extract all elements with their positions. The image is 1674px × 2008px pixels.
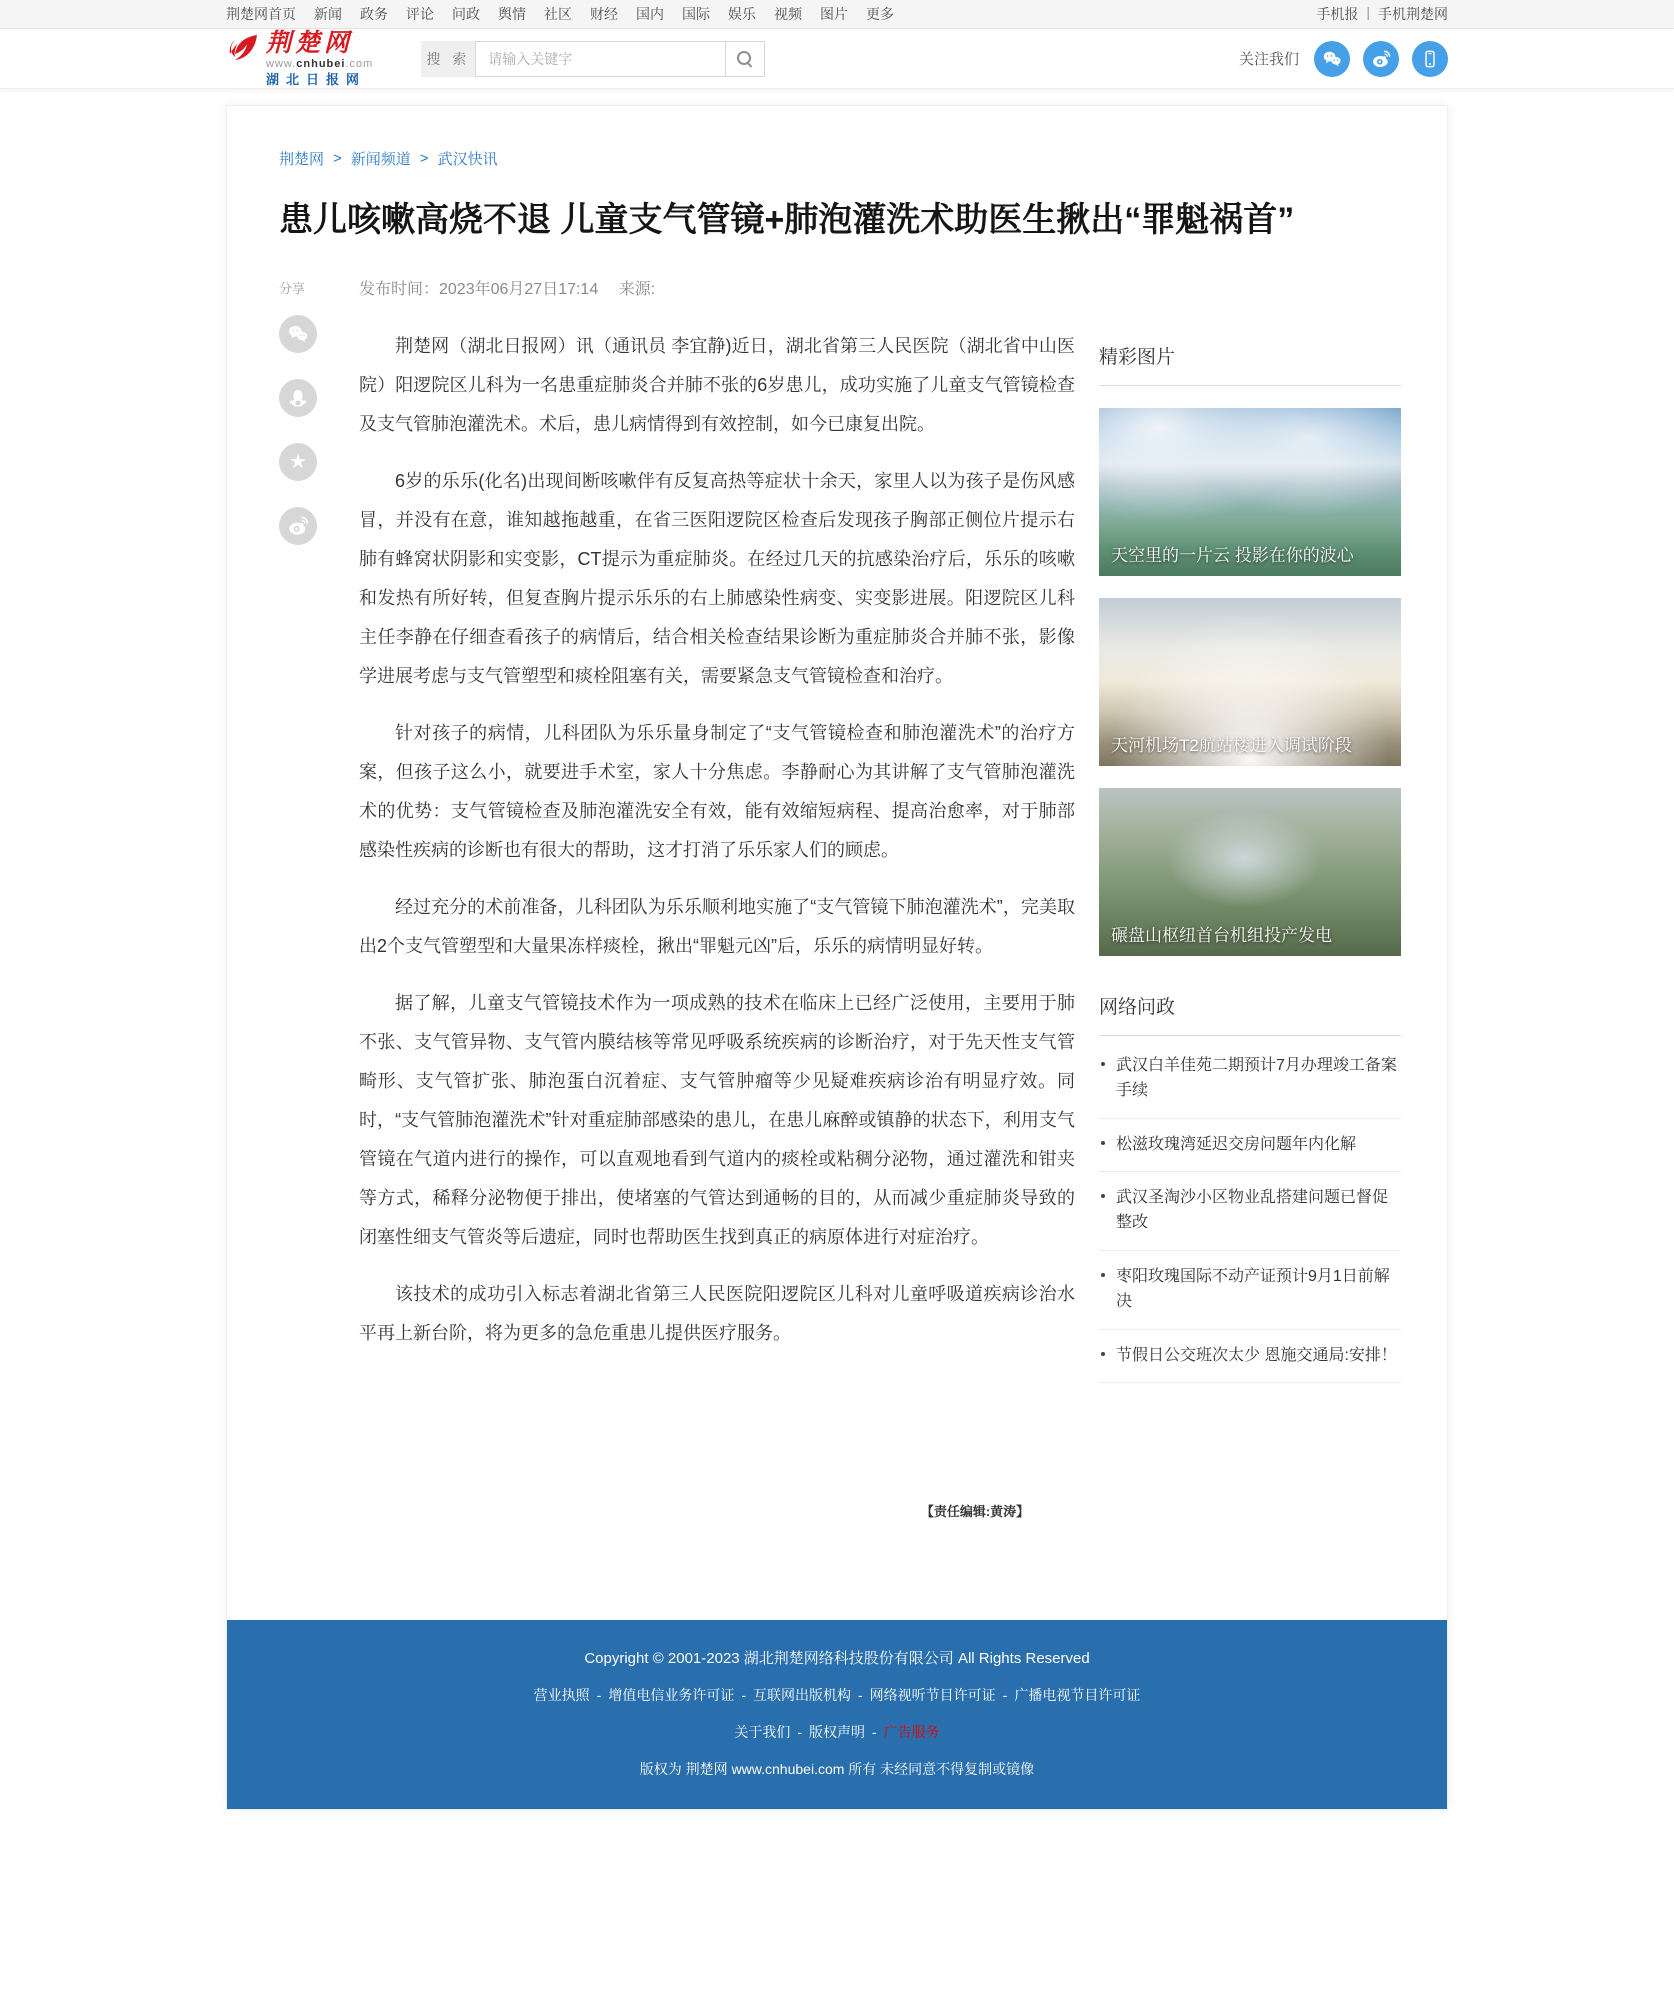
- logo-wing-icon: [226, 33, 260, 70]
- top-nav: [226, 4, 894, 24]
- qa-section: [1099, 992, 1401, 1383]
- top-right-separator: |: [1366, 4, 1370, 20]
- search-label-button[interactable]: 搜 索: [421, 41, 475, 77]
- top-nav-video[interactable]: 视频: [774, 6, 802, 22]
- logo-subtitle: 湖北日报网: [266, 72, 367, 87]
- gallery-item-dam-project[interactable]: [1099, 788, 1401, 956]
- top-nav-international[interactable]: 国际: [682, 6, 710, 22]
- footer-statement: 版权为 荆楚网 www.cnhubei.com 所有 未经同意不得复制或镜像: [639, 1761, 1035, 1778]
- top-nav-more[interactable]: 更多: [866, 6, 894, 22]
- sidebar: [1099, 342, 1401, 1383]
- share-qq-icon[interactable]: [279, 379, 317, 417]
- footer-separator: -: [1002, 1687, 1008, 1704]
- footer-about-link[interactable]: 关于我们: [734, 1724, 791, 1741]
- article-title: 患儿咳嗽高烧不退 儿童支气管镜+肺泡灌洗术助医生揪出“罪魁祸首”: [279, 201, 1295, 239]
- weibo-icon[interactable]: [1363, 41, 1399, 77]
- footer-separator: -: [872, 1724, 877, 1741]
- top-right-links: [1316, 4, 1448, 24]
- footer-license-broadcast[interactable]: 广播电视节目许可证: [1014, 1687, 1141, 1704]
- share-wechat-icon[interactable]: [279, 315, 317, 353]
- gallery-caption: 碾盘山枢纽首台机组投产发电: [1111, 926, 1332, 945]
- search-submit-button[interactable]: [725, 41, 765, 77]
- qa-list-item[interactable]: 松滋玫瑰湾延迟交房问题年内化解: [1099, 1119, 1401, 1173]
- share-weibo-icon[interactable]: [279, 507, 317, 545]
- footer-separator: -: [741, 1687, 746, 1704]
- breadcrumb-wuhan-express[interactable]: 武汉快讯: [437, 151, 498, 168]
- article-paragraph: 针对孩子的病情，儿科团队为乐乐量身制定了“支气管镜检查和肺泡灌洗术”的治疗方案，但孩子这么小，就要进手术室，家人十分焦虑。李静耐心为其讲解了支气管肺泡灌洗术的优势：支气管镜检查及肺泡灌洗安全有效，能有效缩短病程、提高治愈率，对于肺部感染性疾病的诊断也有很大的帮助，这才打消了乐乐家人们的顾虑。: [359, 723, 1075, 860]
- footer-copyright-statement-link[interactable]: 版权声明: [809, 1724, 865, 1741]
- top-nav-pictures[interactable]: 图片: [820, 6, 848, 22]
- footer-licenses: [227, 1685, 1447, 1705]
- gallery-caption: 天空里的一片云 投影在你的波心: [1111, 546, 1354, 565]
- gallery-caption: 天河机场T2航站楼进入调试阶段: [1111, 736, 1352, 755]
- top-nav-gov[interactable]: 政务: [360, 6, 388, 22]
- footer-ad-service-link[interactable]: 广告服务: [883, 1724, 940, 1741]
- footer-copyright: Copyright © 2001-2023 湖北荆楚网络科技股份有限公司 All Rights Reserved: [584, 1650, 1090, 1668]
- article-column: [359, 276, 1075, 1383]
- top-nav-askgov[interactable]: 问政: [452, 6, 480, 22]
- logo-url: www.cnhubei.com: [266, 58, 374, 70]
- breadcrumb-home[interactable]: 荆楚网: [279, 151, 325, 168]
- mobile-site-link[interactable]: 手机荆楚网: [1378, 6, 1448, 22]
- site-logo[interactable]: [226, 31, 373, 86]
- logo-text: [266, 31, 373, 86]
- footer-license-audiovisual[interactable]: 网络视听节目许可证: [869, 1687, 996, 1704]
- wechat-icon[interactable]: [1314, 41, 1350, 77]
- article-paragraph: 6岁的乐乐(化名)出现间断咳嗽伴有反复高热等症状十余天，家里人以为孩子是伤风感冒，并没有在意，谁知越拖越重，在省三医阳逻院区检查后发现孩子胸部正侧位片提示右肺有蜂窝状阴影和实变影，CT提示为重症肺炎。在经过几天的抗感染治疗后，乐乐的咳嗽和发热有所好转，但复查胸片提示乐乐的右上肺感染性病变、实变影进展。阳逻院区儿科主任李静在仔细查看孩子的病情后，结合相关检查结果诊断为重症肺炎合并肺不张，影像学进展考虑与支气管塑型和痰栓阻塞有关，需要紧急支气管镜检查和治疗。: [359, 471, 1075, 686]
- footer-separator: -: [858, 1687, 863, 1704]
- article-body: [359, 327, 1075, 1353]
- follow-us-label: 关注我们: [1238, 51, 1299, 68]
- top-nav-opinion[interactable]: 舆情: [498, 6, 526, 22]
- article-paragraph: 据了解，儿童支气管镜技术作为一项成熟的技术在临床上已经广泛使用，主要用于肺不张、支气管异物、支气管内膜结核等常见呼吸系统疾病的诊断治疗，对于先天性支气管畸形、支气管扩张、肺泡蛋白沉着症、支气管肿瘤等少见疑难疾病诊治有明显疗效。同时，“支气管肺泡灌洗术”针对重症肺部感染的患儿，在患儿麻醉或镇静的状态下，利用支气管镜在气道内进行的操作，可以直观地看到气道内的痰栓或粘稠分泌物，通过灌洗和钳夹等方式，稀释分泌物便于排出，使堵塞的气管达到通畅的目的，从而减少重症肺炎导致的闭塞性细支气管炎等后遗症，同时也帮助医生找到真正的病原体进行对症治疗。: [359, 993, 1075, 1247]
- top-nav-home[interactable]: 荆楚网首页: [226, 6, 296, 22]
- gallery-section-title: 精彩图片: [1099, 342, 1401, 386]
- breadcrumb: [279, 148, 1391, 169]
- logo-site-name: 荆楚网: [266, 29, 354, 57]
- gallery-item-sky-lake[interactable]: [1099, 408, 1401, 576]
- share-qzone-icon[interactable]: [279, 443, 317, 481]
- site-header: [0, 29, 1674, 89]
- source-label: 来源:: [618, 281, 656, 298]
- site-footer: [227, 1620, 1447, 1809]
- share-label: 分享: [279, 281, 306, 296]
- top-nav-finance[interactable]: 财经: [590, 6, 618, 22]
- mobile-icon[interactable]: [1412, 41, 1448, 77]
- top-nav-comment[interactable]: 评论: [406, 6, 434, 22]
- search-input[interactable]: [475, 41, 725, 77]
- gallery-item-airport-terminal[interactable]: [1099, 598, 1401, 766]
- breadcrumb-separator: >: [419, 150, 429, 167]
- top-nav-community[interactable]: 社区: [544, 6, 572, 22]
- breadcrumb-separator: >: [333, 150, 342, 167]
- qa-list-item[interactable]: 枣阳玫瑰国际不动产证预计9月1日前解决: [1099, 1251, 1401, 1330]
- qa-section-title: 网络问政: [1099, 992, 1401, 1036]
- footer-license-business[interactable]: 营业执照: [533, 1687, 590, 1704]
- breadcrumb-news-channel[interactable]: 新闻频道: [350, 151, 411, 168]
- mobile-paper-link[interactable]: 手机报: [1316, 6, 1359, 22]
- article-meta: [359, 276, 1075, 299]
- top-nav-news[interactable]: 新闻: [314, 6, 342, 22]
- footer-links: [227, 1722, 1447, 1742]
- top-nav-domestic[interactable]: 国内: [636, 6, 664, 22]
- search-icon: [737, 51, 753, 67]
- qa-list-item[interactable]: 节假日公交班次太少 恩施交通局:安排！: [1099, 1330, 1401, 1384]
- top-utility-bar: [0, 0, 1674, 29]
- publish-time: 发布时间：2023年06月27日17:14: [359, 281, 599, 298]
- qa-list-item[interactable]: 武汉白羊佳苑二期预计7月办理竣工备案手续: [1099, 1040, 1401, 1119]
- footer-separator: -: [596, 1687, 602, 1704]
- content-card: [226, 105, 1448, 1810]
- qa-list: [1099, 1040, 1401, 1383]
- footer-separator: -: [797, 1724, 802, 1741]
- search-bar: [421, 41, 765, 77]
- qzone-star-icon: ★: [289, 451, 307, 473]
- qa-list-item[interactable]: 武汉圣淘沙小区物业乱搭建问题已督促整改: [1099, 1172, 1401, 1251]
- article-paragraph: 经过充分的术前准备，儿科团队为乐乐顺利地实施了“支气管镜下肺泡灌洗术”，完美取出2个支气管塑型和大量果冻样痰栓，揪出“罪魁元凶”后，乐乐的病情明显好转。: [359, 897, 1075, 956]
- footer-license-telecom[interactable]: 增值电信业务许可证: [608, 1687, 735, 1704]
- article-paragraph: 该技术的成功引入标志着湖北省第三人民医院阳逻院区儿科对儿童呼吸道疾病诊治水平再上新台阶，将为更多的急危重患儿提供医疗服务。: [359, 1284, 1075, 1343]
- footer-license-publishing[interactable]: 互联网出版机构: [753, 1687, 851, 1704]
- editor-note: 【责任编辑:黄涛】: [920, 1504, 1030, 1520]
- article-paragraph: 荆楚网（湖北日报网）讯（通讯员 李宜静)近日，湖北省第三人民医院（湖北省中山医院）阳逻院区儿科为一名患重症肺炎合并肺不张的6岁患儿，成功实施了儿童支气管镜检查及支气管肺泡灌洗术。术后，患儿病情得到有效控制，如今已康复出院。: [359, 336, 1075, 434]
- top-nav-entertainment[interactable]: 娱乐: [728, 6, 756, 22]
- share-column: [279, 276, 359, 1383]
- follow-us-block: [1239, 41, 1448, 77]
